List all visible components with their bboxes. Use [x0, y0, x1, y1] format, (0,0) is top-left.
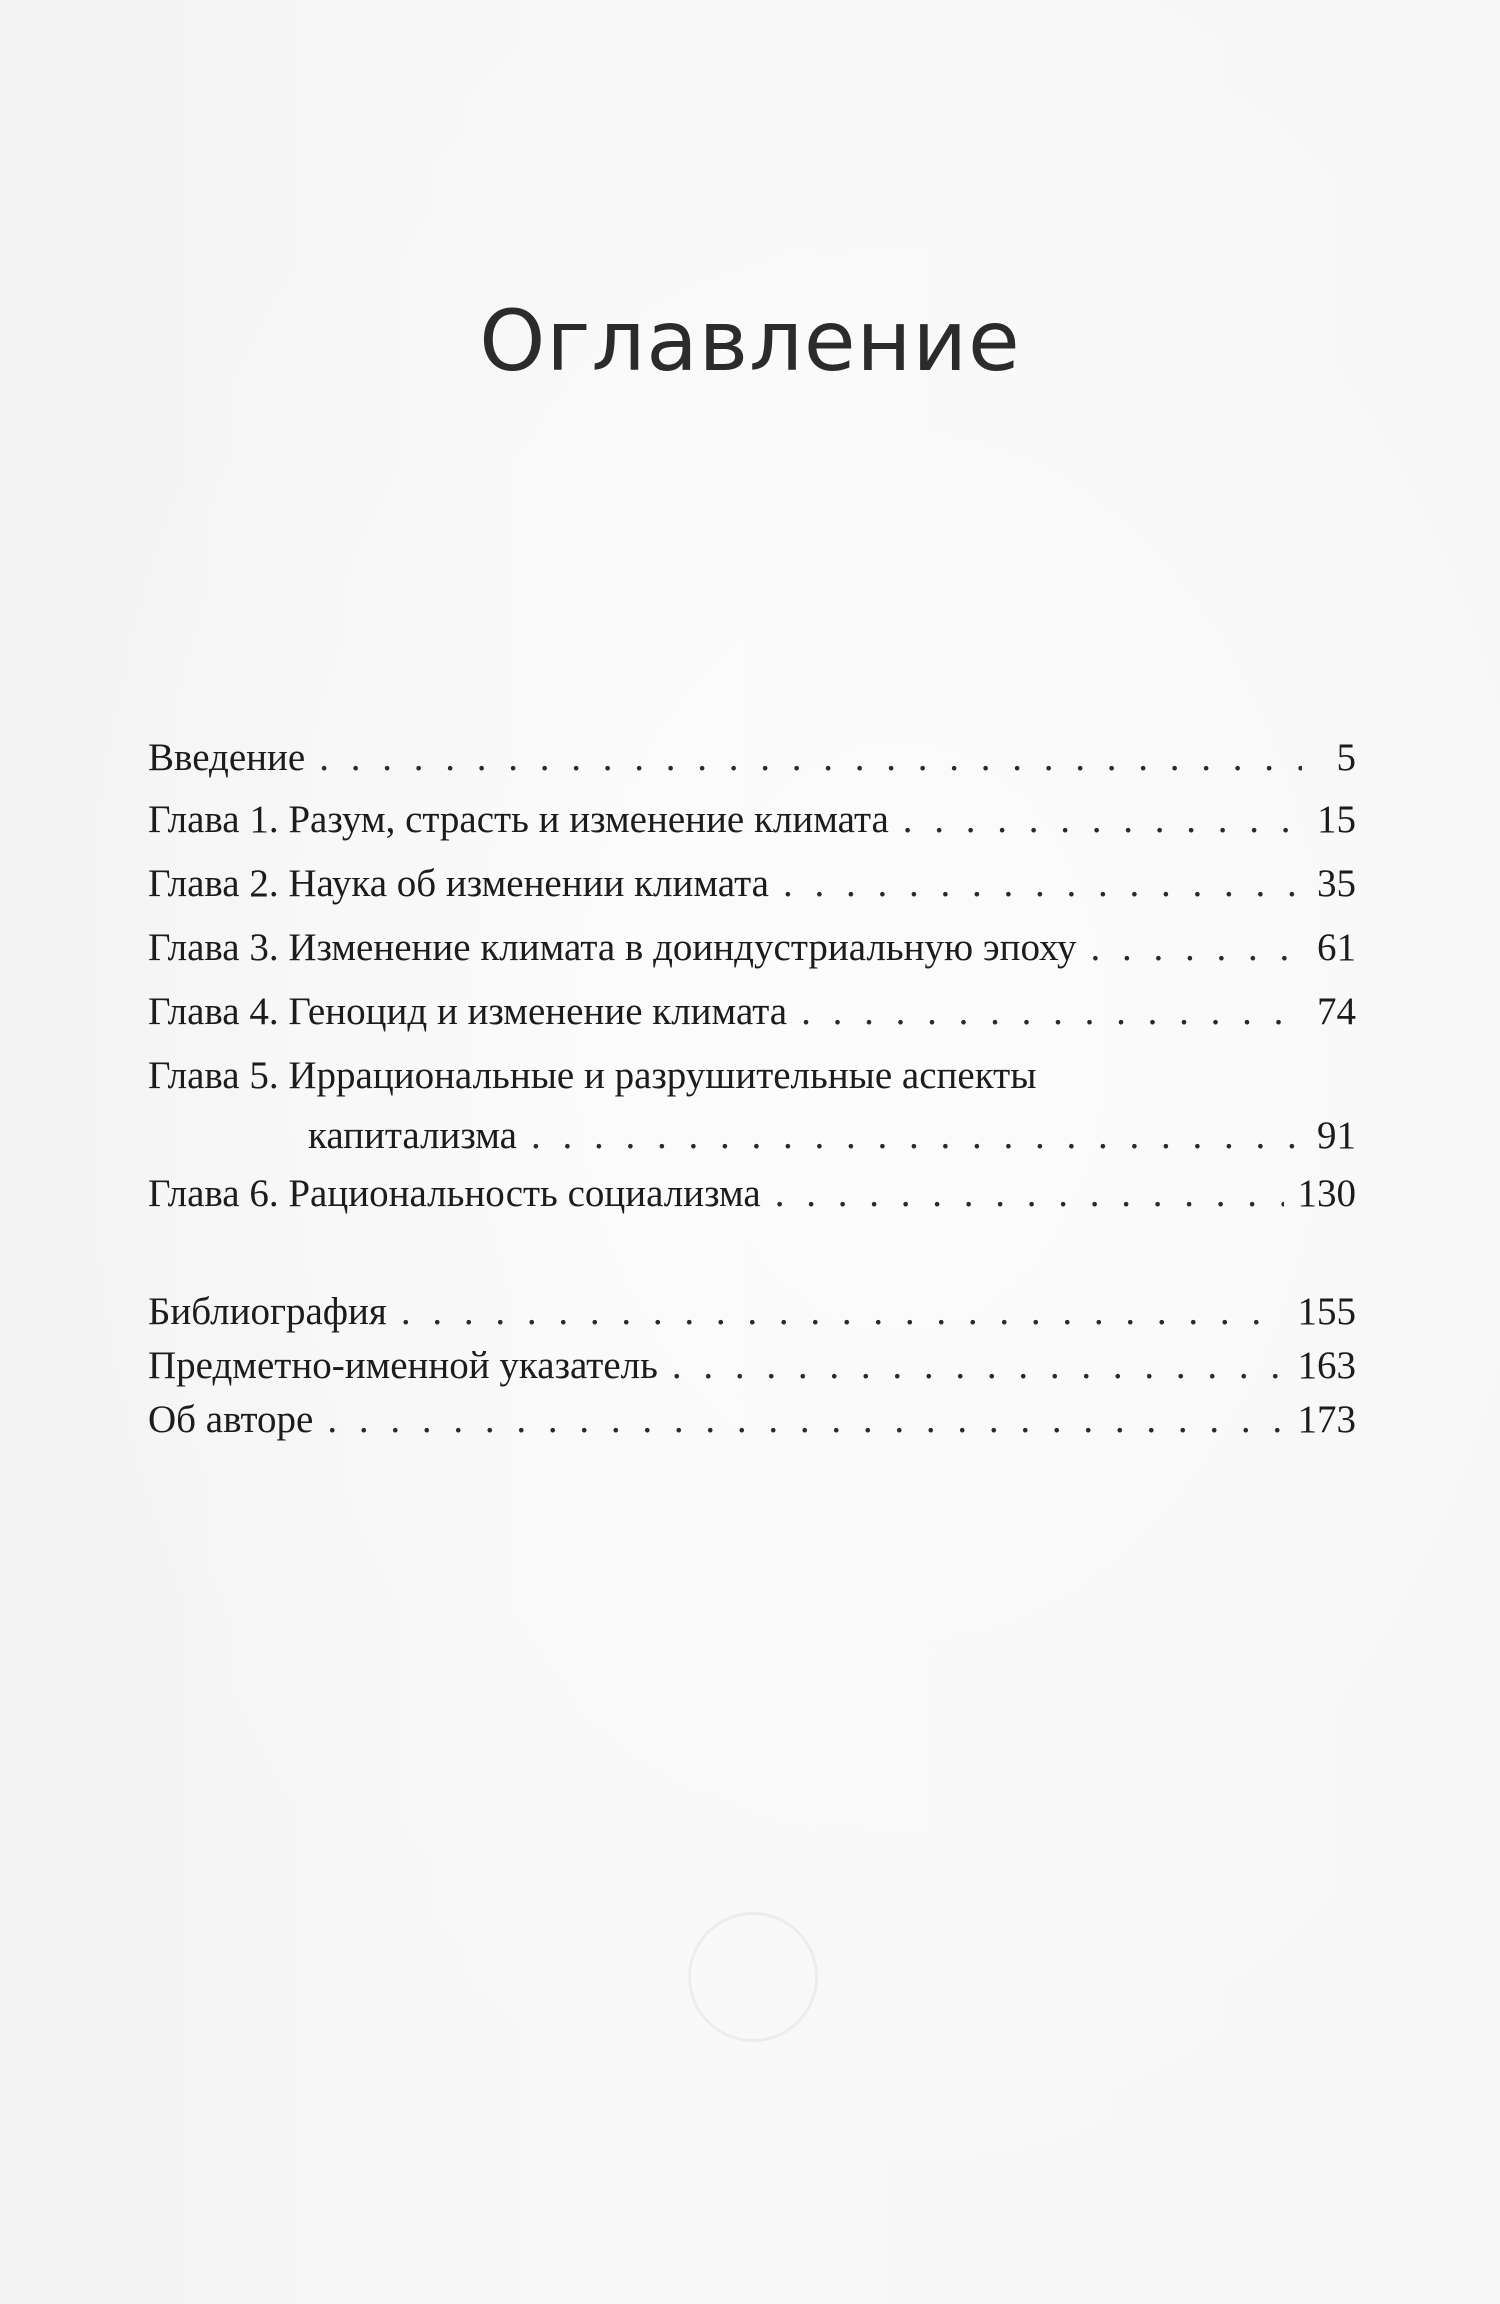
toc-entry-page: 35: [1317, 862, 1356, 905]
toc-entry-page: 15: [1317, 798, 1356, 841]
toc-entry-chapter-6: [148, 1166, 1356, 1222]
toc-entry-continuation: [148, 1108, 1356, 1164]
leader-dots: [327, 1392, 1283, 1448]
toc-entry-chapter-4: [148, 984, 1356, 1040]
toc-entry-page: 91: [1317, 1114, 1356, 1157]
leader-dots: [401, 1284, 1284, 1340]
toc-entry-chapter-1: [148, 792, 1356, 848]
toc-entry-introduction: [148, 730, 1356, 786]
toc-entry-label: Предметно-именной указатель: [148, 1344, 658, 1387]
toc-entry-bibliography: [148, 1284, 1356, 1340]
toc-entry-label: Глава 2. Наука об изменении климата: [148, 862, 769, 905]
toc-entry-chapter-2: [148, 856, 1356, 912]
toc-entry-label: Введение: [148, 736, 306, 779]
leader-dots: [903, 792, 1302, 848]
toc-entry-label: Библиография: [148, 1290, 387, 1333]
toc-entry-label: Глава 5. Иррациональные и разрушительные аспекты: [148, 1054, 1037, 1097]
bleed-through-stamp: [688, 1912, 818, 2042]
toc-entry-chapter-3: [148, 920, 1356, 976]
toc-entry-index: [148, 1338, 1356, 1394]
leader-dots: [531, 1108, 1302, 1164]
leader-dots: [783, 856, 1302, 912]
toc-entry-page: 163: [1297, 1344, 1356, 1387]
toc-entry-about-author: [148, 1392, 1356, 1448]
toc-entry-label: Глава 3. Изменение климата в доиндустриальную эпоху: [148, 926, 1077, 969]
toc-entry-page: 61: [1317, 926, 1356, 969]
toc-entry-label-continued: капитализма: [308, 1114, 517, 1157]
leader-dots: [1091, 920, 1302, 976]
toc-entry-page: 173: [1297, 1398, 1356, 1441]
toc-entry-page: 5: [1336, 736, 1356, 779]
toc-entry-chapter-5: [148, 1048, 1356, 1164]
leader-dots: [801, 984, 1302, 1040]
toc-entry-label: Глава 4. Геноцид и изменение климата: [148, 990, 788, 1033]
leader-dots: [775, 1166, 1284, 1222]
toc-entry-label: Глава 1. Разум, страсть и изменение климата: [148, 798, 889, 841]
toc-entry-page: 155: [1297, 1290, 1356, 1333]
leader-dots: [672, 1338, 1284, 1394]
page-title: Оглавление: [479, 292, 1021, 391]
toc-entry-page: 74: [1317, 990, 1356, 1033]
toc-entry-label: Об авторе: [148, 1398, 314, 1441]
toc-entry-label: Глава 6. Рациональность социализма: [148, 1172, 761, 1215]
toc-entry-page: 130: [1297, 1172, 1356, 1215]
leader-dots: [319, 730, 1302, 786]
